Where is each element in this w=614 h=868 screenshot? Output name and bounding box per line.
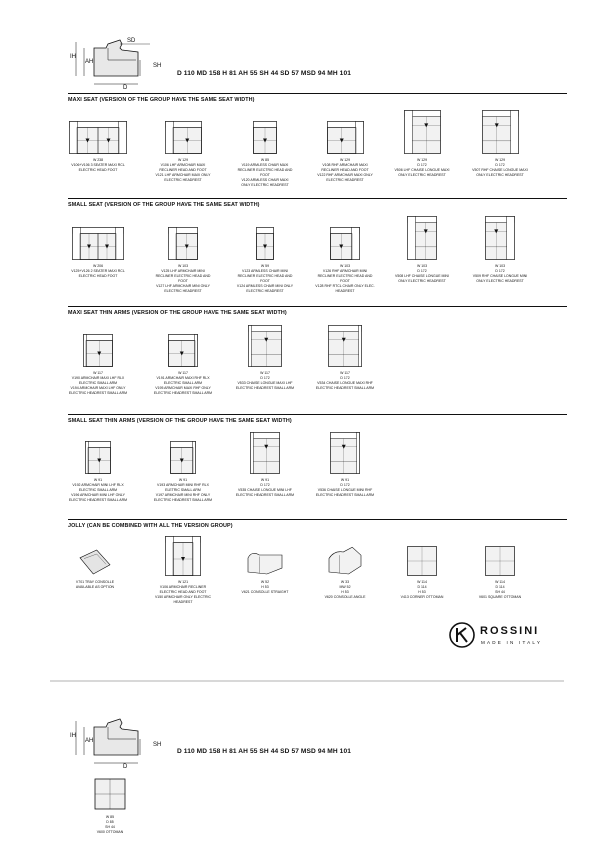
- product-caption: [225, 264, 305, 294]
- caption-line: V125+V126 2 SEATER MAXI RCL: [71, 269, 125, 273]
- caption-line: V121 LHF ARMCHAIR MAXI ONLY: [155, 173, 211, 177]
- label-ah: AH: [85, 59, 94, 65]
- caption-line: W 206: [92, 264, 104, 268]
- product-plan-drawing: [407, 546, 437, 576]
- product-plan-drawing: [485, 216, 515, 260]
- caption-line: FOOT: [340, 279, 350, 283]
- caption-line: HEADREST: [335, 289, 355, 293]
- product-caption: [58, 264, 138, 279]
- section-title: MAXI SEAT (VERSION OF THE GROUP HAVE THE SAME SEAT WIDTH): [68, 97, 255, 103]
- product-plan-drawing: [168, 227, 198, 260]
- caption-line: RECLINER ELECTRIC HEAD AND: [317, 274, 373, 278]
- caption-line: D 114: [495, 585, 505, 589]
- label-sd: SD: [127, 38, 136, 44]
- caption-line: ELECTRIC HEADREST SMALL ARM: [68, 498, 128, 502]
- caption-line: V106 LHF ARMCHAIR MAXI: [160, 163, 206, 167]
- caption-line: V536 CHAISE LONGUE MINI RHF: [317, 488, 373, 492]
- label-sh: SH: [153, 63, 162, 69]
- product-caption: [382, 158, 462, 178]
- product-plan-drawing: [485, 546, 515, 576]
- product-item: [55, 536, 135, 590]
- product-plan-drawing: [248, 325, 282, 367]
- caption-line: W 117: [260, 371, 270, 375]
- product-item: [460, 110, 540, 178]
- caption-line: W 117: [178, 371, 188, 375]
- caption-line: ELECTRIC HEAD FOOT: [78, 274, 118, 278]
- caption-line: V194 ARMCHAIR MAXI LHF ONLY: [70, 386, 126, 390]
- caption-line: W 91: [340, 478, 350, 482]
- caption-line: V535 CHAISE LONGUE MINI LHF: [238, 488, 292, 492]
- caption-line: ELECTRIC HEADREST SMALL ARM: [235, 493, 295, 497]
- caption-line: V192 ARMCHAIR MINI LHF RLX: [72, 483, 124, 487]
- caption-line: W 85: [105, 815, 115, 819]
- product-plan-drawing: [78, 548, 112, 576]
- ottoman-caption: [88, 815, 132, 835]
- product-item: [305, 110, 385, 183]
- product-item: [225, 216, 305, 294]
- caption-line: V119 ARMLESS CHAIR MAXI: [241, 163, 289, 167]
- caption-line: ELECTRIC HEADREST SMALL ARM: [153, 498, 213, 502]
- caption-line: D 172: [495, 163, 505, 167]
- label-d-bottom: D: [123, 764, 128, 770]
- caption-line: W 33: [340, 580, 350, 584]
- section-rule: [68, 306, 567, 307]
- caption-line: W 103: [416, 264, 428, 268]
- product-item: [58, 110, 138, 173]
- caption-line: RECLINER ELECTRIC HEAD AND: [155, 274, 211, 278]
- logo-tagline: MADE IN ITALY: [481, 640, 543, 645]
- product-item: [225, 432, 305, 498]
- product-item: [382, 216, 462, 284]
- caption-line: D 172: [340, 376, 350, 380]
- caption-line: W 129: [416, 158, 428, 162]
- caption-line: RECLINER HEAD AND FOOT: [159, 168, 207, 172]
- caption-line: ELECTRIC HEADREST SMALL ARM: [315, 493, 375, 497]
- caption-line: W 114: [495, 580, 505, 584]
- caption-line: FOOT: [260, 279, 270, 283]
- product-caption: [382, 264, 462, 284]
- caption-line: V534 CHAISE LONGUE MAXI RHF: [317, 381, 373, 385]
- product-caption: [305, 371, 385, 391]
- product-plan-drawing: [170, 441, 196, 474]
- caption-line: HEADREST: [173, 600, 193, 604]
- product-item: [58, 325, 138, 396]
- ottoman-drawing: [94, 778, 126, 810]
- label-ih: IH: [70, 54, 76, 60]
- product-caption: [460, 264, 540, 284]
- caption-line: ELECTRIC HEADREST SMALL ARM: [315, 386, 375, 390]
- caption-line: ELECTRIC SMALL ARM: [78, 488, 118, 492]
- caption-line: V127 LHF ARMCHAIR MINI ONLY: [156, 284, 210, 288]
- caption-line: W 91: [260, 478, 270, 482]
- product-caption: [58, 478, 138, 503]
- product-caption: [460, 158, 540, 178]
- dimensions-line-top: D 110 MD 158 H 81 AH 55 SH 44 SD 57 MSD 94 MH 101: [177, 70, 351, 77]
- caption-line: W 129: [177, 158, 189, 162]
- product-caption: [225, 478, 305, 498]
- product-plan-drawing: [85, 441, 111, 474]
- product-plan-drawing: [482, 110, 519, 154]
- caption-line: ELECTRIC SMALL ARM: [78, 381, 118, 385]
- product-plan-drawing: [330, 227, 360, 260]
- product-plan-drawing: [253, 121, 277, 154]
- section-rule: [68, 198, 567, 199]
- product-item: [225, 536, 305, 595]
- caption-line: V601 SQUARE OTTOMAN: [478, 595, 522, 599]
- product-item: [305, 432, 385, 498]
- product-item: [305, 216, 385, 294]
- product-plan-drawing: [327, 121, 364, 154]
- product-item: [305, 325, 385, 391]
- section-title: MAXI SEAT THIN ARMS (VERSION OF THE GROUP HAVE THE SAME SEAT WIDTH): [68, 310, 287, 316]
- product-plan-drawing: [256, 227, 274, 260]
- caption-line: ONLY ELECTRIC HEADREST: [398, 279, 446, 283]
- caption-line: W 103: [339, 264, 351, 268]
- caption-line: V120 ARMLESS CHAIR MAXI: [241, 178, 289, 182]
- caption-line: V106 ARMCHAIR RECLINER: [159, 585, 207, 589]
- caption-line: ELECTRIC HEADREST SMALL ARM: [235, 386, 295, 390]
- caption-line: W 85: [260, 158, 270, 162]
- product-caption: [305, 264, 385, 294]
- dimensions-line-bottom: D 110 MD 158 H 81 AH 55 SH 44 SD 57 MSD 94 MH 101: [177, 748, 351, 755]
- product-item: [143, 432, 223, 503]
- caption-line: V506 LHF CHAISE LONGUE MAXI: [394, 168, 450, 172]
- caption-line: RECLINER HEAD AND FOOT: [321, 168, 369, 172]
- caption-line: W 91: [93, 478, 103, 482]
- caption-line: W 52: [260, 580, 270, 584]
- caption-line: V600 OTTOMAN: [96, 830, 124, 834]
- caption-line: W 59: [260, 264, 270, 268]
- product-item: [143, 110, 223, 183]
- caption-line: D 172: [417, 163, 427, 167]
- caption-line: V150 ARMCHAIR ONLY ELECTRIC: [154, 595, 212, 599]
- ottoman-item: [88, 778, 132, 835]
- caption-line: SH 44: [495, 590, 505, 594]
- product-caption: [143, 158, 223, 183]
- caption-line: V126 RHF ARMCHAIR MINI: [322, 269, 368, 273]
- product-caption: [225, 371, 305, 391]
- caption-line: D 172: [340, 483, 350, 487]
- caption-line: V620 CONSOLLE ANGLE: [324, 595, 366, 599]
- caption-line: V191 ARMCHAIR MAXI RHF RLX: [156, 376, 210, 380]
- caption-line: ELECTRIC HEADREST: [246, 289, 284, 293]
- caption-line: ONLY ELECTRIC HEADREST: [476, 173, 524, 177]
- product-caption: [58, 158, 138, 173]
- product-caption: [305, 478, 385, 498]
- caption-line: ELECTRIC HEADREST SMALL ARM: [68, 391, 128, 395]
- caption-line: V122 RHF ARMCHAIR MAXI ONLY: [317, 173, 373, 177]
- caption-line: W 129: [494, 158, 506, 162]
- caption-line: H 53: [341, 590, 349, 594]
- caption-line: V195 ARMCHAIR MAXI RHF ONLY: [155, 386, 211, 390]
- product-caption: [225, 580, 305, 595]
- caption-line: V701 TRAY CONSOLLE: [75, 580, 115, 584]
- label-sh-bottom: SH: [153, 742, 162, 748]
- caption-line: H 53: [261, 585, 269, 589]
- caption-line: H 53: [418, 590, 426, 594]
- product-caption: [305, 158, 385, 183]
- product-plan-drawing: [330, 432, 360, 474]
- caption-line: ELETRIC SMALL ARM: [165, 488, 201, 492]
- caption-line: V193 ARMCHAIR MINI RHF RLX: [157, 483, 209, 487]
- product-plan-drawing: [168, 334, 198, 367]
- product-item: [460, 536, 540, 600]
- product-caption: [143, 264, 223, 294]
- caption-line: V190 ARMCHAIR MAXI LHF RLX: [71, 376, 125, 380]
- product-plan-drawing: [404, 110, 441, 154]
- caption-line: ELECTRIC HEADREST: [164, 178, 202, 182]
- product-item: [143, 325, 223, 396]
- product-plan-drawing: [69, 121, 127, 154]
- caption-line: V196 ARMCHAIR MINI LHF ONLY: [71, 493, 125, 497]
- caption-line: ELECTRIC HEADREST: [326, 178, 364, 182]
- section-rule: [68, 93, 567, 94]
- product-plan-drawing: [83, 334, 113, 367]
- product-plan-drawing: [327, 544, 363, 576]
- caption-line: ELECTRIC HEAD FOOT: [78, 168, 118, 172]
- caption-line: D 172: [260, 483, 270, 487]
- caption-line: W 121: [177, 580, 189, 584]
- product-plan-drawing: [72, 227, 124, 260]
- product-item: [225, 325, 305, 391]
- caption-line: ELECTRIC SMALL ARM: [163, 381, 203, 385]
- product-item: [225, 110, 305, 188]
- product-caption: [58, 371, 138, 396]
- caption-line: FOOT: [178, 279, 188, 283]
- product-caption: [225, 158, 305, 188]
- section-title: SMALL SEAT (VERSION OF THE GROUP HAVE THE SAME SEAT WIDTH): [68, 202, 260, 208]
- side-view-bottom: [70, 713, 170, 771]
- side-view-top: [70, 34, 170, 92]
- section-rule: [68, 414, 567, 415]
- caption-line: RECLINER ELECTRIC HEAD AND: [237, 274, 293, 278]
- caption-line: D 172: [260, 376, 270, 380]
- caption-line: V108 RHF ARMCHAIR MAXI: [322, 163, 368, 167]
- caption-line: RECLINER ELECTRIC HEAD AND: [237, 168, 293, 172]
- rossini-logo-icon: [448, 621, 476, 649]
- product-caption: [305, 580, 385, 600]
- product-item: [305, 536, 385, 600]
- page-separator: [50, 680, 564, 682]
- caption-line: W 129: [339, 158, 351, 162]
- caption-line: V621 CONSOLLE STRAIGHT: [241, 590, 289, 594]
- product-caption: [143, 371, 223, 396]
- product-item: [58, 432, 138, 503]
- product-caption: [382, 580, 462, 600]
- caption-line: W 117: [93, 371, 103, 375]
- product-item: [143, 216, 223, 294]
- caption-line: V509 RHF CHAISE LONGUE MINI: [472, 274, 528, 278]
- caption-line: V507 RHF CHAISE LONGUE MAXI: [472, 168, 528, 172]
- rossini-logo: [448, 619, 578, 655]
- product-item: [58, 216, 138, 279]
- caption-line: V125 LHF ARMCHAIR MINI: [161, 269, 205, 273]
- product-item: [382, 536, 462, 600]
- caption-line: W 103: [494, 264, 506, 268]
- caption-line: ONLY ELECTRIC HEADREST: [398, 173, 446, 177]
- caption-line: ELECTRIC HEAD AND FOOT: [159, 590, 207, 594]
- caption-line: D 172: [417, 269, 427, 273]
- caption-line: V508 LHF CHAISE LONGUE MINI: [395, 274, 449, 278]
- product-item: [460, 216, 540, 284]
- label-ah-bottom: AH: [85, 738, 94, 744]
- label-ih-bottom: IH: [70, 733, 76, 739]
- product-caption: [143, 478, 223, 503]
- caption-line: V413 CORNER OTTOMAN: [400, 595, 444, 599]
- caption-line: D 85: [106, 820, 114, 824]
- caption-line: W 103: [177, 264, 189, 268]
- caption-line: FOOT: [260, 173, 270, 177]
- caption-line: ELECTRIC HEADREST: [164, 289, 202, 293]
- caption-line: ONLY ELECTRIC HEADREST: [241, 183, 289, 187]
- section-title: JOLLY (CAN BE COMBINED WITH ALL THE VERSION GROUP): [68, 523, 233, 529]
- caption-line: ELECTRIC HEADREST SMALL ARM: [153, 391, 213, 395]
- product-item: [143, 536, 223, 605]
- caption-line: W 114: [417, 580, 427, 584]
- product-caption: [55, 580, 135, 590]
- caption-line: ONLY ELECTRIC HEADREST: [476, 279, 524, 283]
- product-caption: [460, 580, 540, 600]
- caption-line: V123 ARMLESS CHAIR MINI: [242, 269, 288, 273]
- logo-name: ROSSINI: [480, 625, 540, 637]
- caption-line: D 172: [495, 269, 505, 273]
- product-plan-drawing: [165, 121, 202, 154]
- product-caption: [143, 580, 223, 605]
- caption-line: V124 ARMLESS CHAIR MINI ONLY: [236, 284, 294, 288]
- caption-line: MW 52: [339, 585, 351, 589]
- caption-line: W 91: [178, 478, 188, 482]
- caption-line: W 238: [92, 158, 104, 162]
- label-d: D: [123, 85, 128, 91]
- caption-line: W 117: [340, 371, 350, 375]
- caption-line: V128 RHF RTCL CHAIR ONLY ELEC.: [315, 284, 375, 288]
- product-plan-drawing: [250, 432, 280, 474]
- caption-line: V106+V106 3 SEATER MAXI RCL: [71, 163, 125, 167]
- section-title: SMALL SEAT THIN ARMS (VERSION OF THE GROUP HAVE THE SAME SEAT WIDTH): [68, 418, 292, 424]
- caption-line: SH 44: [105, 825, 115, 829]
- product-plan-drawing: [328, 325, 362, 367]
- product-item: [382, 110, 462, 178]
- caption-line: V533 CHAISE LONGUE MAXI LHF: [237, 381, 293, 385]
- caption-line: V197 ARMCHAIR MINI RHF ONLY: [155, 493, 211, 497]
- product-plan-drawing: [407, 216, 437, 260]
- caption-line: D 114: [417, 585, 427, 589]
- caption-line: AVAILABLE AS OPTION: [75, 585, 115, 589]
- product-plan-drawing: [165, 536, 201, 576]
- product-plan-drawing: [246, 546, 284, 576]
- section-rule: [68, 519, 567, 520]
